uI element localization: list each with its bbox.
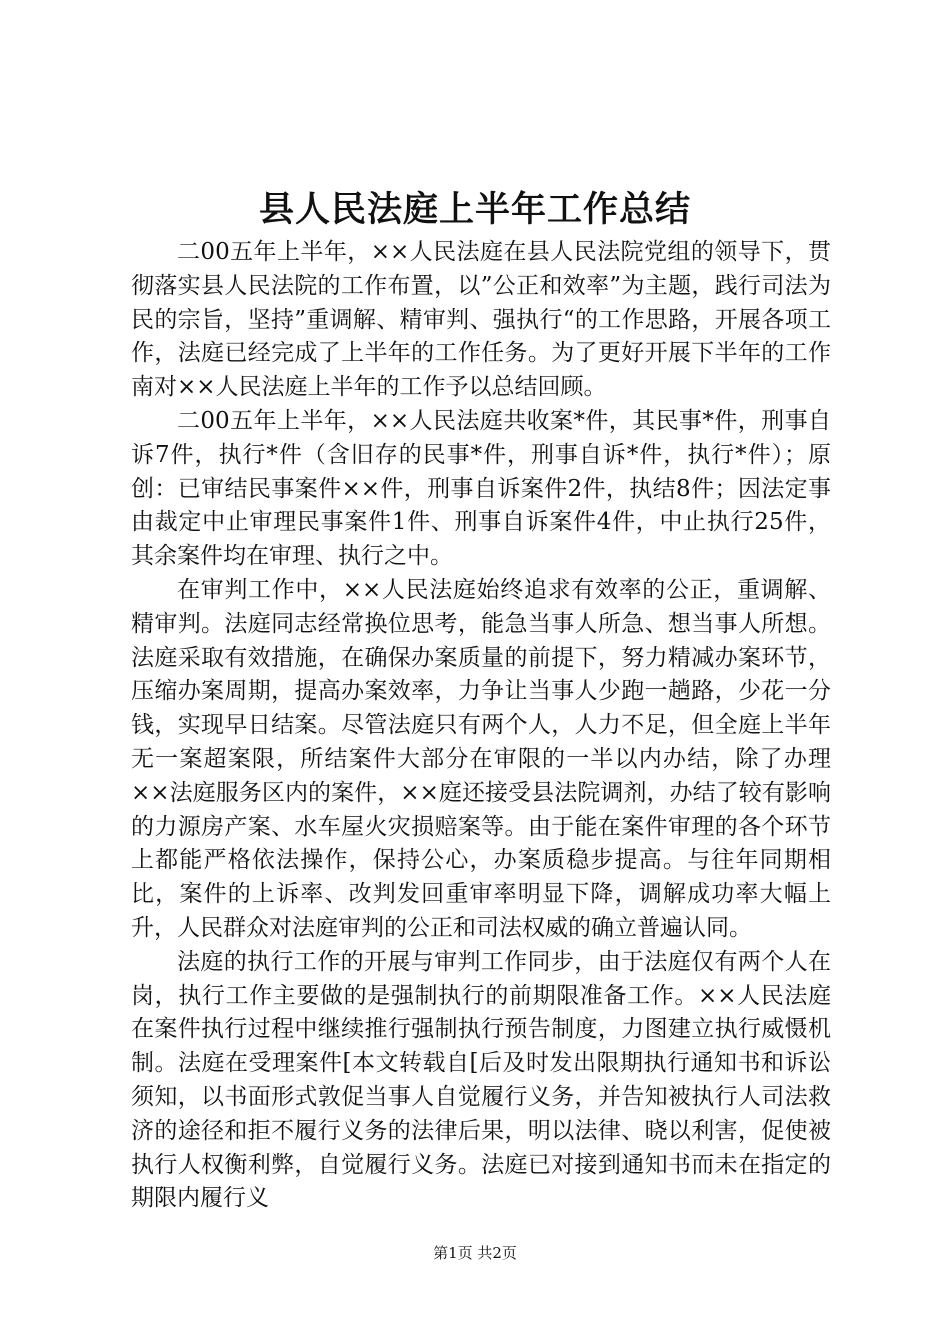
paragraph: 二00五年上半年，××人民法庭在县人民法院党组的领导下，贯彻落实县人民法院的工作布置，以”公正和效率”为主题，践行司法为民的宗旨，坚持”重调解、精审判、强执行“的工作思路，开展各项工作，法庭已经完成了上半年的工作任务。为了更好开展下半年的工作南对××人民法庭上半年的工作予以总结回顾。	[131, 239, 831, 401]
document-body	[131, 236, 831, 1216]
page-number-footer: 第1页 共2页	[433, 1244, 517, 1262]
paragraph: 二00五年上半年，××人民法庭共收案*件，其民事*件，刑事自诉7件，执行*件（含旧存的民事*件，刑事自诉*件，执行*件）；原创：已审结民事案件××件，刑事自诉案件2件，执结8件；因法定事由裁定中止审理民事案件1件、刑事自诉案件4件，中止执行25件，其余案件均在审理、执行之中。	[131, 407, 831, 570]
paragraph: 在审判工作中，××人民法庭始终追求有效率的公正，重调解、精审判。法庭同志经常换位思考，能急当事人所急、想当事人所想。法庭采取有效措施，在确保办案质量的前提下，努力精减办案环节，压缩办案周期，提高办案效率，力争让当事人少跑一趟路，少花一分钱，实现早日结案。尽管法庭只有两个人，人力不足，但全庭上半年无一案超案限，所结案件大部分在审限的一半以内办结，除了办理××法庭服务区内的案件，××庭还接受县法院调剂，办结了较有影响的力源房产案、水车屋火灾损赔案等。由于能在案件审理的各个环节上都能严格依法操作，保持公心，办案质稳步提高。与往年同期相比，案件的上诉率、改判发回重审率明显下降，调解成功率大幅上升，人民群众对法庭审判的公正和司法权威的确立普遍认同。	[131, 576, 831, 941]
page-title: 县人民法庭上半年工作总结	[258, 189, 691, 230]
paragraph: 法庭的执行工作的开展与审判工作同步，由于法庭仅有两个人在岗，执行工作主要做的是强制执行的前期限准备工作。××人民法庭在案件执行过程中继续推行强制执行预告制度，力图建立执行威慑机制。法庭在受理案件[本文转载自[后及时发出限期执行通知书和诉讼须知，以书面形式敦促当事人自觉履行义务，并告知被执行人司法救济的途径和拒不履行义务的法律后果，明以法律、晓以利害，促使被执行人权衡利弊，自觉履行义务。法庭已对接到通知书而未在指定的期限内履行义	[131, 948, 831, 1212]
